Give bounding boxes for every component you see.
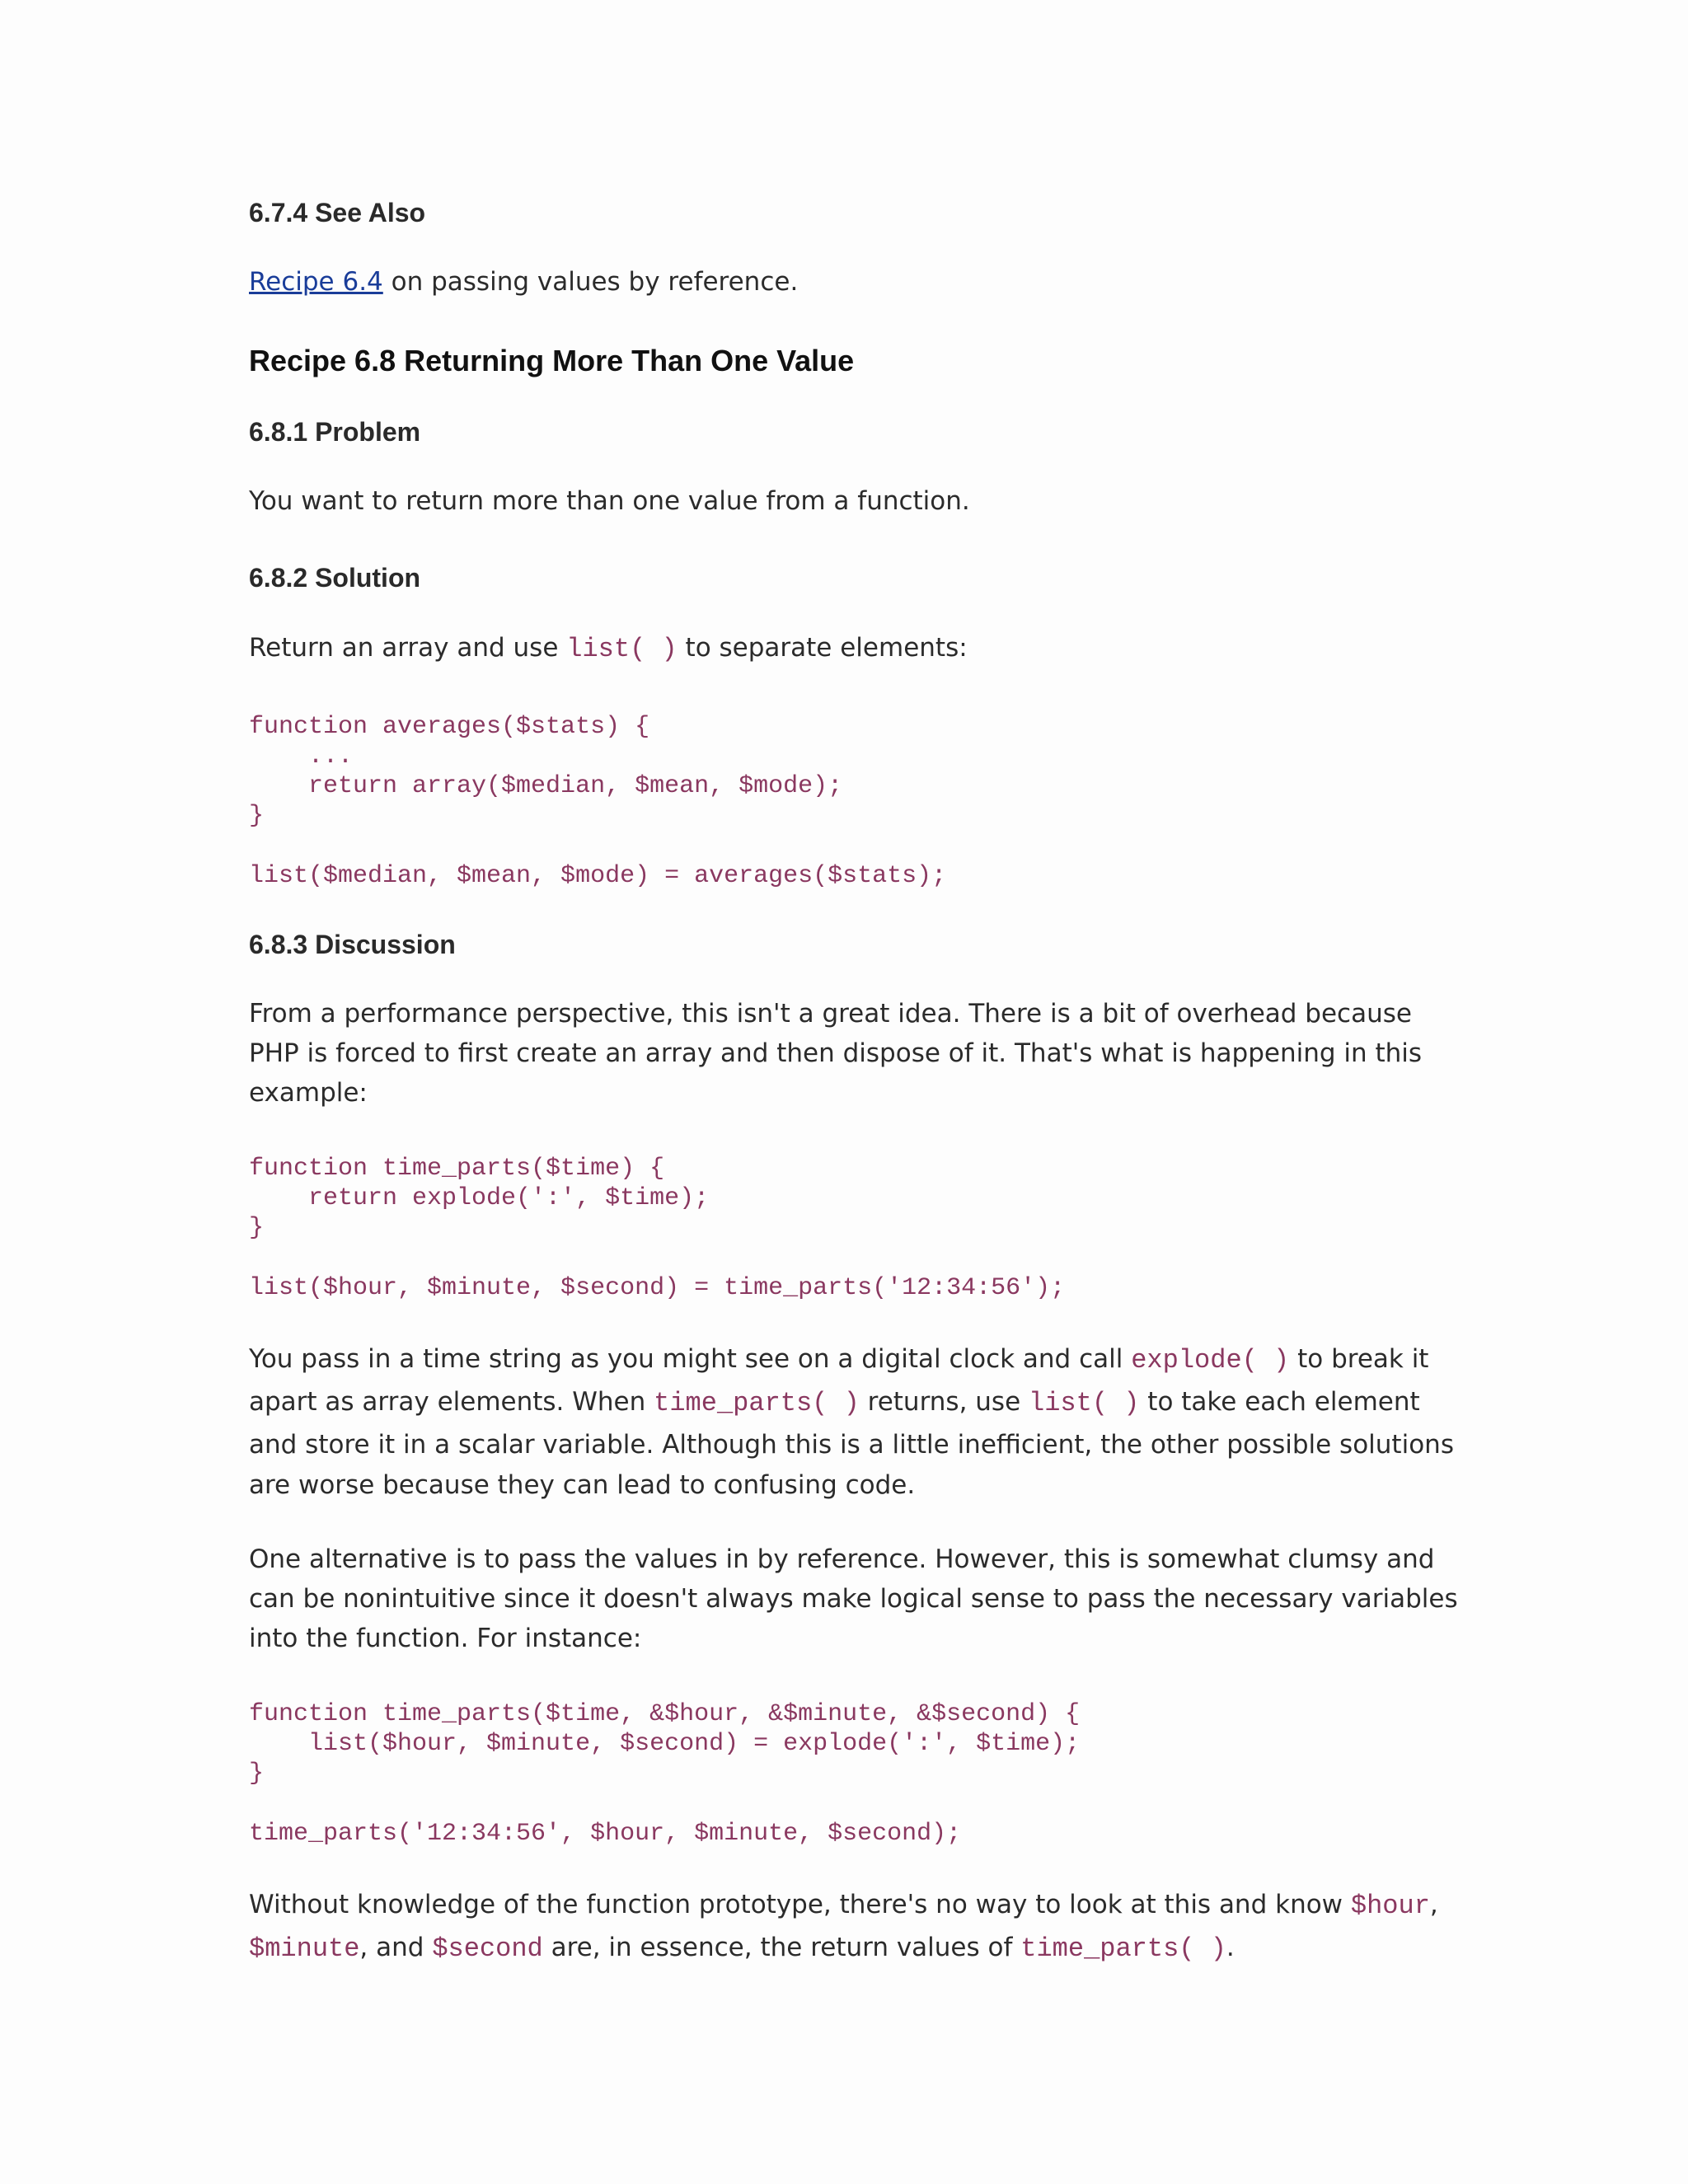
discussion-paragraph-2 — [249, 1338, 1452, 1504]
p2-text-e: to take each element — [1139, 1387, 1420, 1417]
discussion-p3-line-3: into the function. For instance: — [249, 1624, 642, 1653]
discussion-p3-line-2: can be nonintuitive since it doesn't always make logical sense to pass the necessary variables — [249, 1584, 1458, 1614]
discussion-p1-line-3: example: — [249, 1078, 368, 1108]
solution-text-b: to separate elements: — [677, 633, 968, 663]
see-also-text: on passing values by reference. — [382, 267, 799, 297]
see-also-paragraph — [249, 262, 1452, 302]
inline-code-list: list( ) — [566, 634, 678, 664]
p4-text-a: Without knowledge of the function prototype, there's no way to look at this and know — [249, 1890, 1351, 1919]
problem-heading: 6.8.1 Problem — [249, 417, 421, 447]
p2-text-d: returns, use — [859, 1387, 1029, 1417]
discussion-p4-line-2 — [249, 1927, 1452, 1970]
p2-text-c: apart as array elements. When — [249, 1387, 654, 1417]
p4-text-d: are, in essence, the return values of — [542, 1933, 1021, 1962]
discussion-p1-line-1: From a performance perspective, this isn't a great idea. There is a bit of overhead because — [249, 999, 1412, 1029]
discussion-paragraph-4 — [249, 1884, 1452, 1970]
inline-code-time-parts-2: time_parts( ) — [1020, 1933, 1226, 1964]
solution-heading: 6.8.2 Solution — [249, 563, 421, 593]
p4-text-c: , and — [359, 1933, 433, 1962]
inline-code-list-2: list( ) — [1029, 1388, 1140, 1418]
discussion-p2-line-2 — [249, 1381, 1452, 1424]
code-block-averages: function averages($stats) { ... return array($median, $mean, $mode); } — [249, 713, 843, 830]
discussion-p4-line-1 — [249, 1884, 1452, 1927]
p2-text-b: to break it — [1289, 1344, 1429, 1374]
recipe-6-4-link[interactable]: Recipe 6.4 — [249, 267, 383, 297]
inline-code-hour: $hour — [1350, 1891, 1430, 1921]
discussion-paragraph-3 — [249, 1540, 1458, 1658]
inline-code-explode: explode( ) — [1131, 1345, 1290, 1376]
p4-text-e: . — [1226, 1933, 1235, 1962]
discussion-p2-line-3: and store it in a scalar variable. Although this is a little inefficient, the other possible solutions — [249, 1430, 1454, 1460]
problem-paragraph: You want to return more than one value from a function. — [249, 486, 970, 516]
see-also-heading: 6.7.4 See Also — [249, 198, 426, 227]
code-block-time-parts-ref: function time_parts($time, &$hour, &$minute, &$second) { list($hour, $minute, $second) = explode(':', $time); } — [249, 1700, 1081, 1788]
discussion-p2-line-1 — [249, 1338, 1452, 1381]
code-line-time-parts-call: time_parts('12:34:56', $hour, $minute, $second); — [249, 1820, 962, 1848]
discussion-p3-line-1: One alternative is to pass the values in by reference. However, this is somewhat clumsy and — [249, 1544, 1435, 1574]
code-line-list-time-parts: list($hour, $minute, $second) = time_parts('12:34:56'); — [249, 1274, 1066, 1302]
discussion-heading: 6.8.3 Discussion — [249, 930, 456, 959]
code-block-time-parts: function time_parts($time) { return explode(':', $time); } — [249, 1155, 710, 1242]
discussion-p1-line-2: PHP is forced to first create an array and then dispose of it. That's what is happening in this — [249, 1038, 1423, 1068]
solution-text-a: Return an array and use — [249, 633, 567, 663]
discussion-p2-line-4: are worse because they can lead to confusing code. — [249, 1470, 916, 1500]
solution-paragraph — [249, 628, 1452, 669]
discussion-paragraph-1 — [249, 994, 1452, 1113]
inline-code-minute: $minute — [249, 1933, 360, 1964]
inline-code-time-parts: time_parts( ) — [654, 1388, 860, 1418]
recipe-title: Recipe 6.8 Returning More Than One Value — [249, 344, 855, 377]
code-line-list-averages: list($median, $mean, $mode) = averages($stats); — [249, 862, 947, 890]
p4-text-b: , — [1429, 1890, 1438, 1919]
inline-code-second: $second — [432, 1933, 543, 1964]
p2-text-a: You pass in a time string as you might see on a digital clock and call — [249, 1344, 1132, 1374]
